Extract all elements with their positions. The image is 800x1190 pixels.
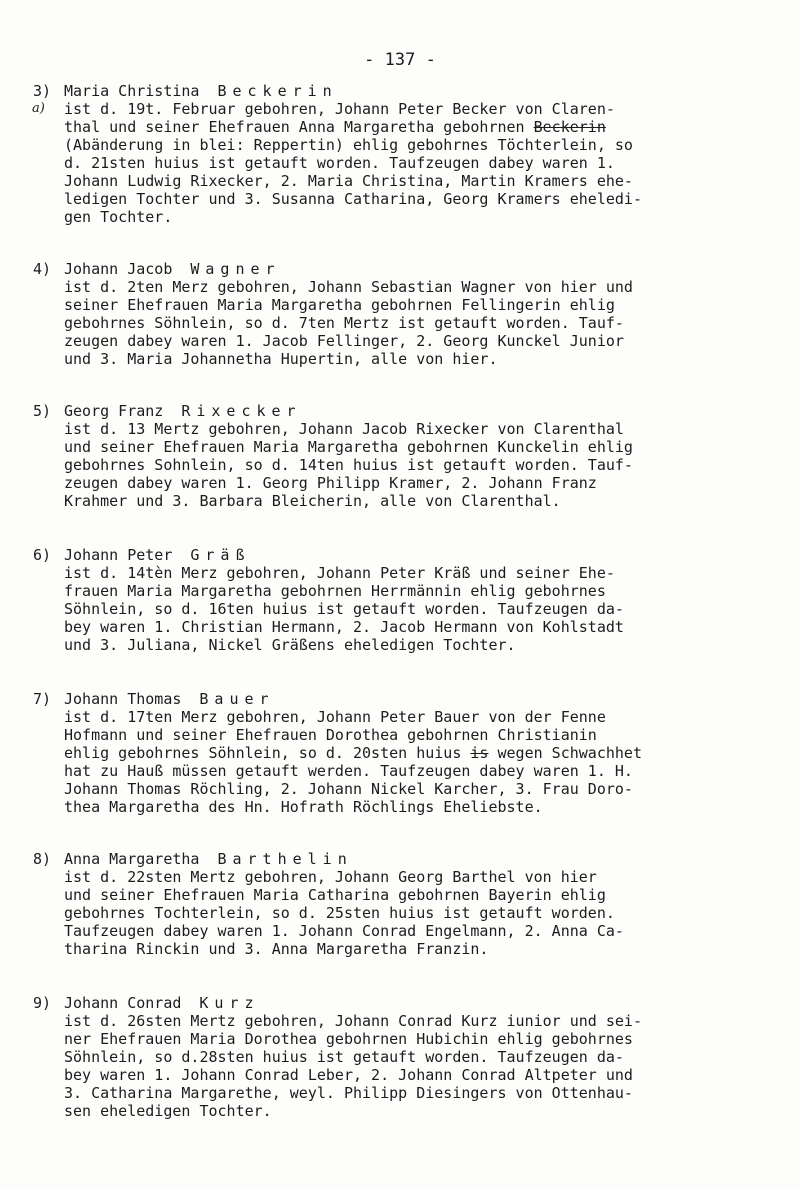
baptism-entry-3 (33, 82, 778, 226)
text-line: wegen Schwachhet (488, 744, 642, 762)
entry-heading (33, 850, 778, 868)
text-line: Johann Ludwig Rixecker, 2. Maria Christina, Martin Kramers ehe- (64, 172, 633, 190)
text-line: hat zu Hauß müssen getauft werden. Taufzeugen dabey waren 1. H. (64, 762, 633, 780)
given-names: Johann Conrad (64, 994, 182, 1012)
given-names: Maria Christina (64, 82, 200, 100)
text-line: Söhnlein, so d.28sten huius ist getauft worden. Taufzeugen da- (64, 1048, 624, 1066)
text-line: ist d. 22sten Mertz gebohren, Johann Georg Barthel von hier (64, 868, 597, 886)
entry-number: 3) (33, 82, 52, 100)
text-line: ist d. 26sten Mertz gebohren, Johann Conrad Kurz iunior und sei- (64, 1012, 642, 1030)
text-line: frauen Maria Margaretha gebohrnen Herrmännin ehlig gebohrnes (64, 582, 606, 600)
text-line: Söhnlein, so d. 16ten huius ist getauft worden. Taufzeugen da- (64, 600, 624, 618)
entry-heading (33, 260, 778, 278)
surname: Bauer (199, 690, 275, 708)
text-line: und 3. Juliana, Nickel Gräßens eheledigen Tochter. (64, 636, 516, 654)
text-line: und seiner Ehefrauen Maria Catharina gebohrnen Bayerin ehlig (64, 886, 606, 904)
text-line: gen Tochter. (64, 208, 173, 226)
entry-number: 5) (33, 402, 52, 420)
entry-text (33, 100, 778, 226)
text-line: seiner Ehefrauen Maria Margaretha gebohrnen Fellingerin ehlig (64, 296, 615, 314)
text-line: thea Margaretha des Hn. Hofrath Röchlings Eheliebste. (64, 798, 543, 816)
entry-heading (33, 994, 778, 1012)
entry-heading (33, 82, 778, 100)
text-line: Krahmer und 3. Barbara Bleicherin, alle von Clarenthal. (64, 492, 561, 510)
entry-number: 4) (33, 260, 52, 278)
baptism-entry-4 (33, 260, 778, 368)
struck-word: is (470, 744, 489, 762)
text-line: ist d. 19t. Februar gebohren, Johann Peter Becker von Claren- (64, 100, 615, 118)
text-line: zeugen dabey waren 1. Jacob Fellinger, 2. Georg Kunckel Junior (64, 332, 624, 350)
text-line: thal und seiner Ehefrauen Anna Margaretha gebohrnen (64, 118, 534, 136)
text-line: ist d. 13 Mertz gebohren, Johann Jacob Rixecker von Clarenthal (64, 420, 624, 438)
baptism-entry-7 (33, 690, 778, 816)
text-line: Hofmann und seiner Ehefrauen Dorothea gebohrnen Christianin (64, 726, 597, 744)
entry-text (33, 278, 778, 368)
text-line: Taufzeugen dabey waren 1. Johann Conrad Engelmann, 2. Anna Ca- (64, 922, 624, 940)
text-line: ledigen Tochter und 3. Susanna Catharina, Georg Kramers eheledi- (64, 190, 642, 208)
entry-number: 7) (33, 690, 52, 708)
entry-text (33, 1012, 778, 1120)
margin-marker: a) (32, 101, 45, 116)
text-line: d. 21sten huius ist getauft worden. Taufzeugen dabey waren 1. (64, 154, 615, 172)
text-line: gebohrnes Söhnlein, so d. 7ten Mertz ist getauft worden. Tauf- (64, 314, 624, 332)
entry-number: 9) (33, 994, 52, 1012)
text-line: bey waren 1. Johann Conrad Leber, 2. Johann Conrad Altpeter und (64, 1066, 633, 1084)
entry-text (33, 708, 778, 816)
baptism-entry-6 (33, 546, 778, 654)
text-line: Johann Thomas Röchling, 2. Johann Nickel Karcher, 3. Frau Doro- (64, 780, 633, 798)
text-line: bey waren 1. Christian Hermann, 2. Jacob Hermann von Kohlstadt (64, 618, 624, 636)
text-line: ner Ehefrauen Maria Dorothea gebohrnen Hubichin ehlig gebohrnes (64, 1030, 633, 1048)
baptism-entry-5 (33, 402, 778, 510)
text-line: 3. Catharina Margarethe, weyl. Philipp Diesingers von Ottenhau- (64, 1084, 633, 1102)
entry-number: 6) (33, 546, 52, 564)
surname: Gräß (190, 546, 251, 564)
given-names: Anna Margaretha (64, 850, 200, 868)
surname: Rixecker (181, 402, 302, 420)
text-line: (Abänderung in blei: Reppertin) ehlig gebohrnes Töchterlein, so (64, 136, 633, 154)
text-line: ehlig gebohrnes Söhnlein, so d. 20sten huius (64, 744, 471, 762)
entry-number: 8) (33, 850, 52, 868)
text-line: und 3. Maria Johannetha Hupertin, alle von hier. (64, 350, 498, 368)
given-names: Johann Thomas (64, 690, 182, 708)
surname: Wagner (190, 260, 281, 278)
text-line: und seiner Ehefrauen Maria Margaretha gebohrnen Kunckelin ehlig (64, 438, 633, 456)
entry-heading (33, 402, 778, 420)
entry-text (33, 868, 778, 958)
text-line: gebohrnes Tochterlein, so d. 25sten huius ist getauft worden. (64, 904, 615, 922)
surname: Kurz (199, 994, 260, 1012)
surname: Barthelin (217, 850, 353, 868)
page-number: - 137 - (364, 50, 436, 70)
given-names: Georg Franz (64, 402, 164, 420)
entry-text (33, 564, 778, 654)
entry-heading (33, 546, 778, 564)
struck-word: Beckerin (533, 118, 606, 136)
text-line: ist d. 14tèn Merz gebohren, Johann Peter Kräß und seiner Ehe- (64, 564, 615, 582)
given-names: Johann Peter (64, 546, 173, 564)
baptism-entry-8 (33, 850, 778, 958)
text-line: sen eheledigen Tochter. (64, 1102, 272, 1120)
text-line: gebohrnes Sohnlein, so d. 14ten huius ist getauft worden. Tauf- (64, 456, 633, 474)
text-line: ist d. 17ten Merz gebohren, Johann Peter Bauer von der Fenne (64, 708, 606, 726)
surname: Beckerin (217, 82, 338, 100)
entry-heading (33, 690, 778, 708)
entry-text (33, 420, 778, 510)
text-line: tharina Rinckin und 3. Anna Margaretha Franzin. (64, 940, 489, 958)
text-line: ist d. 2ten Merz gebohren, Johann Sebastian Wagner von hier und (64, 278, 633, 296)
baptism-entry-9 (33, 994, 778, 1120)
given-names: Johann Jacob (64, 260, 173, 278)
text-line: zeugen dabey waren 1. Georg Philipp Kramer, 2. Johann Franz (64, 474, 597, 492)
